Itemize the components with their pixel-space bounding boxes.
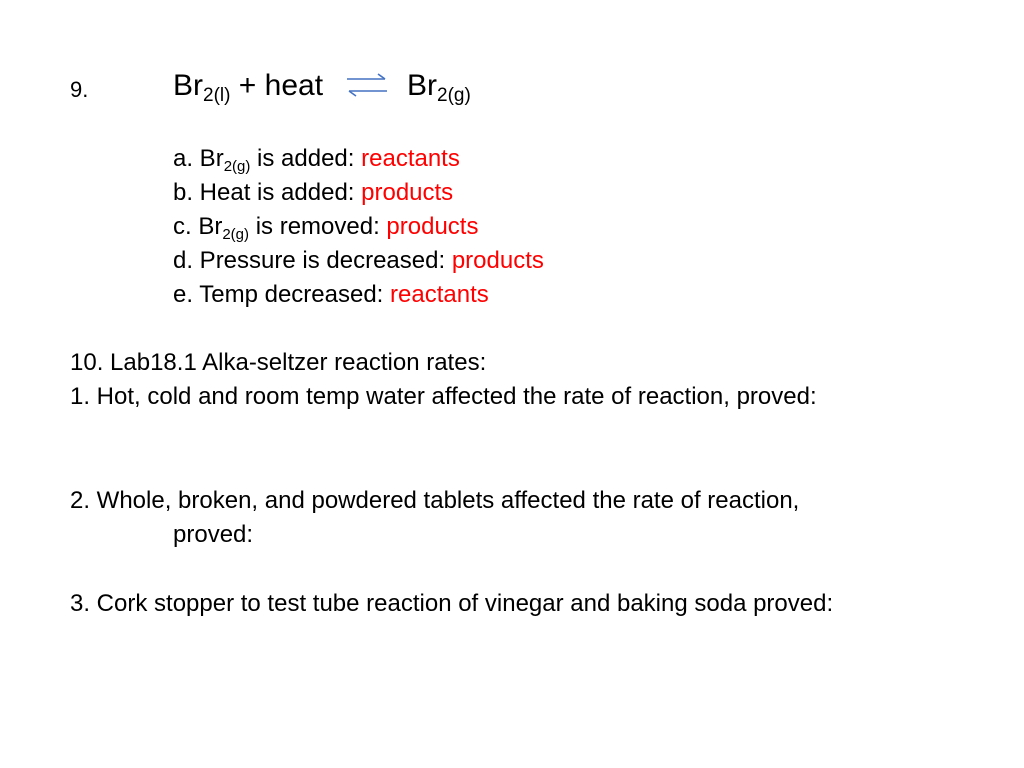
item-a-answer: reactants [361, 145, 460, 172]
reactant-subscript: 2(l) [203, 85, 231, 106]
question-10-point-1: 1. Hot, cold and room temp water affected the rate of reaction, proved: [70, 383, 817, 410]
question-10-point-3: 3. Cork stopper to test tube reaction of vinegar and baking soda proved: [70, 590, 834, 617]
question-10-point-2-line-2: proved: [173, 521, 254, 548]
item-c-text: is removed: [249, 213, 387, 240]
item-d-answer: products [451, 247, 544, 274]
question-10-title: 10. Lab18.1 Alka-seltzer reaction rates: [70, 349, 487, 376]
question-9-number: 9. [70, 77, 89, 102]
item-c [173, 213, 478, 241]
product-subscript: 2(g) [437, 85, 471, 106]
item-a-prefix: a. Br [173, 145, 224, 172]
item-a-text: is added: [250, 145, 362, 172]
item-a [173, 145, 460, 173]
equilibrium-equation [173, 66, 471, 106]
item-a-subscript: 2(g) [223, 158, 251, 175]
item-e-answer: reactants [390, 281, 489, 308]
item-d-prefix: d. Pressure is decreased: [173, 247, 452, 274]
item-d [173, 247, 544, 275]
item-c-answer: products [386, 213, 479, 240]
reactant-formula: Br [173, 69, 203, 102]
item-b-prefix: b. Heat is added: [173, 179, 362, 206]
item-b [173, 179, 453, 207]
question-10-point-2-line-1: 2. Whole, broken, and powdered tablets affected the rate of reaction, [70, 487, 800, 514]
item-c-prefix: c. Br [173, 213, 223, 240]
item-e-prefix: e. Temp decreased: [173, 281, 391, 308]
item-c-subscript: 2(g) [222, 226, 250, 243]
plus-heat: + heat [230, 69, 324, 102]
equilibrium-arrows-icon [345, 69, 389, 99]
product-formula: Br [407, 69, 438, 102]
item-e [173, 281, 489, 309]
item-b-answer: products [361, 179, 454, 206]
